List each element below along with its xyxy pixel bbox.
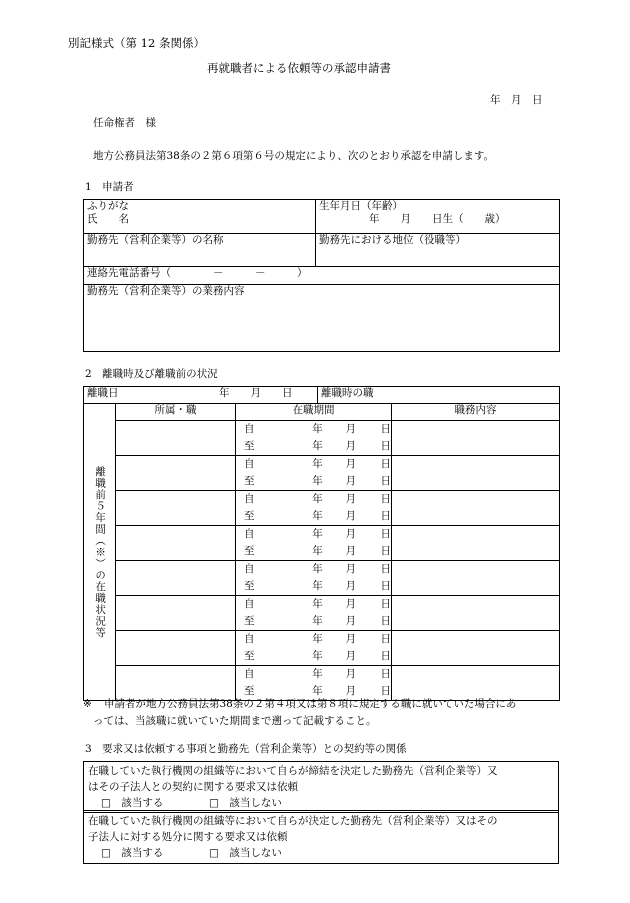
col-period-header: 在職期間: [236, 404, 392, 421]
dept-cell[interactable]: [116, 631, 236, 666]
section1-heading: 1 申請者: [85, 181, 134, 193]
form-label: 別記様式（第 12 条関係）: [68, 36, 205, 50]
dept-cell[interactable]: [116, 561, 236, 596]
item1-applies-checkbox[interactable]: □ 該当する: [101, 797, 164, 809]
retire-date-cell[interactable]: [84, 387, 318, 404]
position-cell[interactable]: [316, 234, 560, 267]
history-row: [84, 561, 560, 596]
period-cell[interactable]: 自 年 月 日 至 年 月 日: [236, 456, 392, 491]
item1-not-applies-checkbox[interactable]: □ 該当しない: [209, 797, 282, 809]
position-label: 勤務先における地位（役職等）: [319, 234, 466, 246]
retire-post-label: 離職時の職: [321, 387, 374, 399]
dept-cell[interactable]: [116, 526, 236, 561]
period-cell[interactable]: 自 年 月 日 至 年 月 日: [236, 491, 392, 526]
duties-cell[interactable]: [392, 631, 560, 666]
business-cell[interactable]: [84, 285, 560, 352]
duties-cell[interactable]: [392, 526, 560, 561]
retire-date-label: 離職日: [87, 387, 119, 399]
period-cell[interactable]: 自 年 月 日 至 年 月 日: [236, 561, 392, 596]
history-row: [84, 456, 560, 491]
history-row: [84, 631, 560, 666]
duties-cell[interactable]: [392, 421, 560, 456]
item2-line2: 子法人に対する処分に関する要求又は依頼: [88, 831, 288, 843]
history-row: [84, 421, 560, 456]
business-label: 勤務先（営利企業等）の業務内容: [87, 285, 245, 297]
dept-cell[interactable]: [116, 596, 236, 631]
col-duties-header: 職務内容: [392, 404, 560, 421]
dept-cell[interactable]: [116, 421, 236, 456]
phone-label: 連絡先電話番号（ － － ）: [87, 267, 308, 279]
duties-cell[interactable]: [392, 561, 560, 596]
history-header-row: [84, 404, 560, 421]
applicant-table: [83, 199, 560, 352]
history-row: [84, 666, 560, 701]
period-cell[interactable]: 自 年 月 日 至 年 月 日: [236, 631, 392, 666]
retirement-table: [83, 386, 560, 701]
section3-heading: 3 要求又は依頼する事項と勤務先（営利企業等）との契約等の関係: [85, 743, 407, 755]
employer-name-cell[interactable]: [84, 234, 316, 267]
duties-cell[interactable]: [392, 666, 560, 701]
item1-box: [83, 761, 559, 813]
note-line-2: っては、当該職に就いていた期間まで遡って記載すること。: [93, 715, 377, 727]
duties-cell[interactable]: [392, 596, 560, 631]
page-title: 再就職者による依頼等の承認申請書: [207, 61, 391, 75]
history-row: [84, 491, 560, 526]
item2-line1: 在職していた執行機関の組織等において自らが決定した勤務先（営利企業等）又はその: [88, 815, 498, 827]
birth-cell[interactable]: [316, 200, 560, 234]
name-cell[interactable]: [84, 200, 316, 234]
birth-value: 年 月 日生（ 歳）: [369, 213, 506, 226]
col-dept-header: 所属・職: [116, 404, 236, 421]
period-cell[interactable]: 自 年 月 日 至 年 月 日: [236, 596, 392, 631]
item1-line2: はその子法人との契約に関する要求又は依頼: [88, 781, 298, 793]
dept-cell[interactable]: [116, 666, 236, 701]
phone-cell[interactable]: [84, 267, 560, 285]
item2-applies-checkbox[interactable]: □ 該当する: [101, 847, 164, 859]
addressee: 任命権者 様: [93, 117, 156, 129]
period-cell[interactable]: 自 年 月 日 至 年 月 日: [236, 421, 392, 456]
history-row: [84, 596, 560, 631]
birth-label: 生年月日（年齢）: [319, 200, 403, 212]
dept-cell[interactable]: [116, 456, 236, 491]
period-cell[interactable]: 自 年 月 日 至 年 月 日: [236, 666, 392, 701]
note-mark: ※: [83, 698, 92, 710]
section2-heading: 2 離職時及び離職前の状況: [85, 368, 218, 380]
note-line-1: 申請者が地方公務員法第38条の２第４項又は第８項に規定する職に就いていた場合にあ: [104, 698, 517, 710]
duties-cell[interactable]: [392, 491, 560, 526]
item1-line1: 在職していた執行機関の組織等において自らが締結を決定した勤務先（営利企業等）又: [88, 765, 498, 777]
employer-name-label: 勤務先（営利企業等）の名称: [87, 234, 224, 246]
history-row: [84, 526, 560, 561]
history-vertical-label: 離職前５年間（※）の在職状況等: [84, 404, 116, 701]
period-cell[interactable]: 自 年 月 日 至 年 月 日: [236, 526, 392, 561]
duties-cell[interactable]: [392, 456, 560, 491]
dept-cell[interactable]: [116, 491, 236, 526]
retire-date-value: 年 月 日: [219, 387, 293, 399]
application-date: 年 月 日: [490, 94, 543, 106]
intro-text: 地方公務員法第38条の２第６項第６号の規定により、次のとおり承認を申請します。: [93, 150, 495, 162]
retire-post-cell[interactable]: [318, 387, 560, 404]
item2-not-applies-checkbox[interactable]: □ 該当しない: [209, 847, 282, 859]
furigana-label: ふりがな: [87, 200, 129, 212]
item2-box: [83, 810, 559, 864]
name-label: 氏 名: [87, 213, 129, 226]
